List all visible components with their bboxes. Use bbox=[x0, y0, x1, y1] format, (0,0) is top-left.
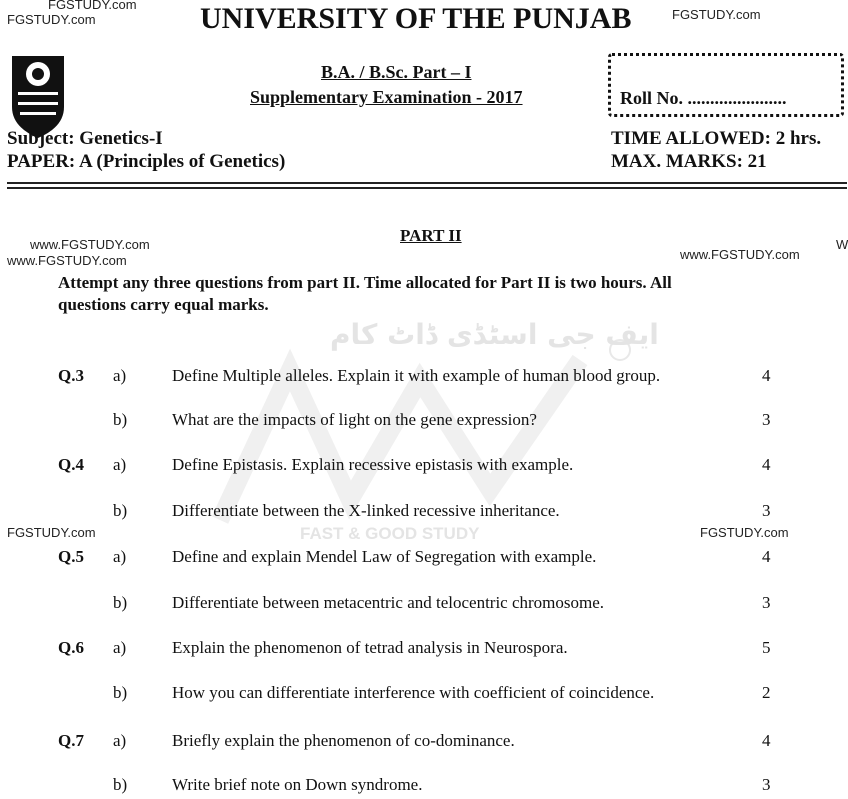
question-part: b) bbox=[113, 683, 128, 702]
background-watermark-urdu: ایف جی اسٹڈی ڈاٹ کام bbox=[330, 318, 659, 351]
question-part: a) bbox=[113, 547, 127, 566]
question-part: a) bbox=[113, 638, 127, 657]
question-number: Q.6 bbox=[58, 638, 84, 657]
watermark: www.FGSTUDY.com bbox=[680, 247, 800, 262]
watermark: FGSTUDY.com bbox=[7, 525, 96, 540]
part-title: PART II bbox=[400, 226, 462, 245]
instructions: Attempt any three questions from part II. Time allocated for Part II is two hours. All bbox=[58, 273, 672, 292]
question-number: Q.5 bbox=[58, 547, 84, 566]
divider bbox=[7, 182, 847, 184]
question-text: Write brief note on Down syndrome. bbox=[172, 775, 423, 794]
question-text: Briefly explain the phenomenon of co-dominance. bbox=[172, 731, 515, 750]
question-part: a) bbox=[113, 366, 127, 385]
roll-number-label: Roll No. ...................... bbox=[620, 88, 787, 108]
university-title: UNIVERSITY OF THE PUNJAB bbox=[200, 2, 632, 35]
question-marks: 4 bbox=[762, 366, 771, 385]
background-watermark-logo bbox=[200, 330, 640, 530]
divider bbox=[7, 187, 847, 189]
watermark: FGSTUDY.com bbox=[48, 0, 137, 12]
question-text: Differentiate between metacentric and telocentric chromosome. bbox=[172, 593, 605, 612]
question-part: b) bbox=[113, 410, 128, 429]
question-number: Q.4 bbox=[58, 455, 84, 474]
question-text: Define Epistasis. Explain recessive epistasis with example. bbox=[172, 455, 574, 474]
question-part: b) bbox=[113, 775, 128, 794]
watermark: www.FGSTUDY.com bbox=[7, 253, 127, 268]
question-number: Q.3 bbox=[58, 366, 84, 385]
exam-heading: Supplementary Examination - 2017 bbox=[250, 87, 523, 107]
question-text: Differentiate between the X-linked recessive inheritance. bbox=[172, 501, 560, 520]
question-marks: 3 bbox=[762, 501, 771, 520]
question-marks: 4 bbox=[762, 731, 771, 750]
question-part: a) bbox=[113, 731, 127, 750]
time-allowed: TIME ALLOWED: 2 hrs. bbox=[611, 128, 822, 149]
question-marks: 3 bbox=[762, 410, 771, 429]
program-heading: B.A. / B.Sc. Part – I bbox=[321, 62, 472, 82]
watermark: W bbox=[836, 237, 848, 252]
question-marks: 4 bbox=[762, 455, 771, 474]
question-marks: 4 bbox=[762, 547, 771, 566]
question-text: Explain the phenomenon of tetrad analysis in Neurospora. bbox=[172, 638, 568, 657]
question-text: How you can differentiate interference with coefficient of coincidence. bbox=[172, 683, 655, 702]
question-part: b) bbox=[113, 501, 128, 520]
paper: PAPER: A (Principles of Genetics) bbox=[7, 151, 286, 172]
question-marks: 5 bbox=[762, 638, 771, 657]
watermark: FGSTUDY.com bbox=[672, 7, 761, 22]
question-marks: 3 bbox=[762, 775, 771, 794]
watermark: FGSTUDY.com bbox=[700, 525, 789, 540]
question-part: b) bbox=[113, 593, 128, 612]
subject: Subject: Genetics-I bbox=[7, 128, 163, 149]
watermark: FGSTUDY.com bbox=[7, 12, 96, 27]
question-number: Q.7 bbox=[58, 731, 84, 750]
question-text: What are the impacts of light on the gene expression? bbox=[172, 410, 537, 429]
question-marks: 2 bbox=[762, 683, 771, 702]
question-text: Define Multiple alleles. Explain it with example of human blood group. bbox=[172, 366, 661, 385]
instructions: questions carry equal marks. bbox=[58, 295, 269, 314]
background-watermark-tagline: FAST & GOOD STUDY bbox=[300, 524, 480, 543]
question-part: a) bbox=[113, 455, 127, 474]
question-marks: 3 bbox=[762, 593, 771, 612]
max-marks: MAX. MARKS: 21 bbox=[611, 151, 767, 172]
question-text: Define and explain Mendel Law of Segregation with example. bbox=[172, 547, 597, 566]
watermark: www.FGSTUDY.com bbox=[30, 237, 150, 252]
